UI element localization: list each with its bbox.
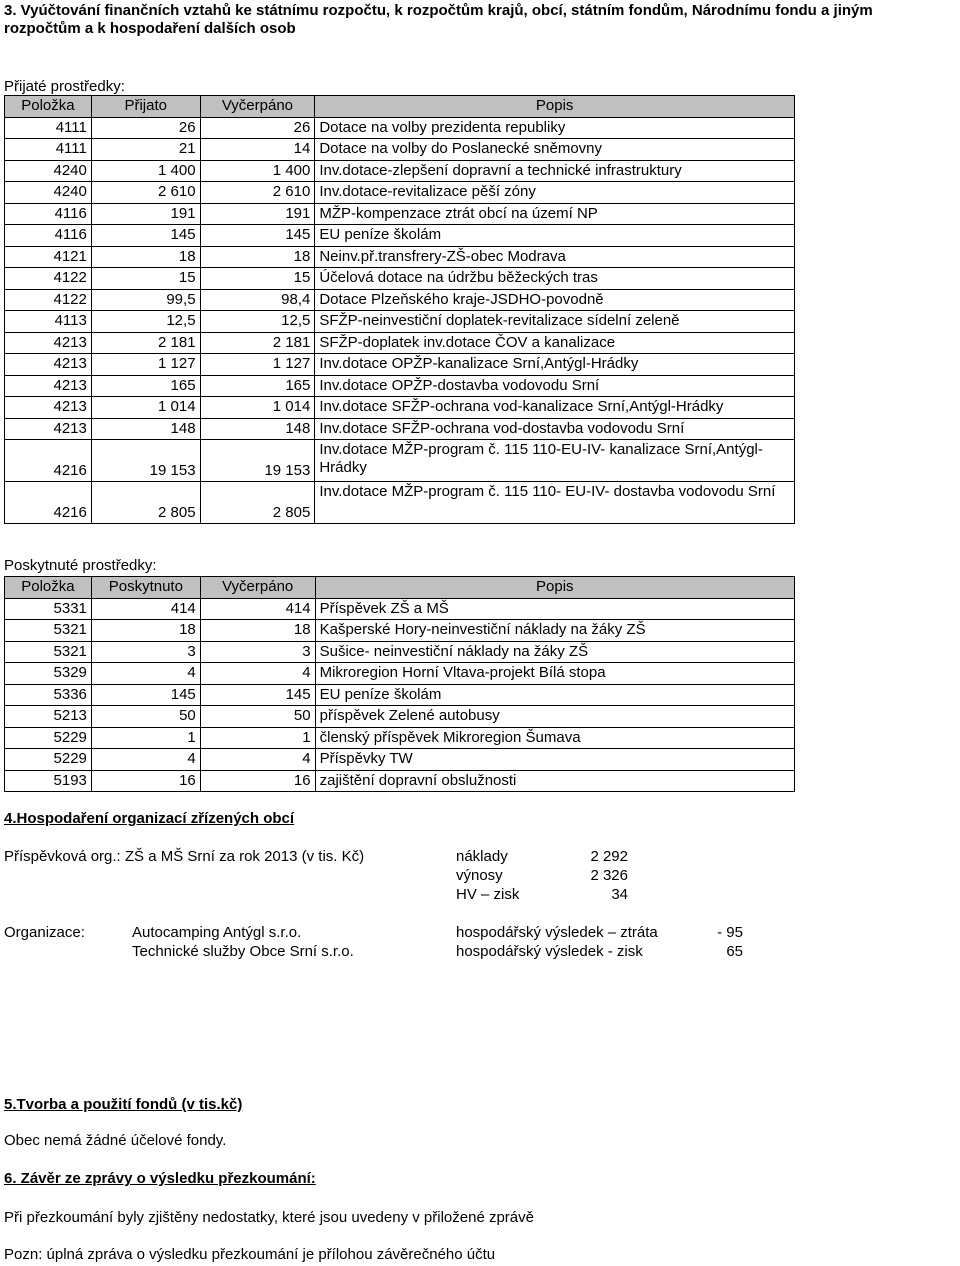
cell-amount: 18 <box>91 246 200 268</box>
cell-spent: 12,5 <box>200 311 315 333</box>
cell-description: Příspěvek ZŠ a MŠ <box>315 598 794 620</box>
cell-item: 4121 <box>5 246 92 268</box>
table-row <box>5 749 795 771</box>
provided-funds-table <box>4 576 795 792</box>
table-row <box>5 332 795 354</box>
cell-description: Příspěvky TW <box>315 749 794 771</box>
cell-item: 4122 <box>5 289 92 311</box>
table-row <box>5 225 795 247</box>
cell-amount: 165 <box>91 375 200 397</box>
hv-value: 34 <box>611 886 628 903</box>
cell-spent: 98,4 <box>200 289 315 311</box>
cell-description: příspěvek Zelené autobusy <box>315 706 794 728</box>
table-row <box>5 397 795 419</box>
section3-heading-line1: 3. Vyúčtování finančních vztahů ke státnímu rozpočtu, k rozpočtům krajů, obcí, státním fondům, Národnímu fondu a jiným <box>4 2 873 19</box>
cell-spent: 18 <box>200 246 315 268</box>
cell-description: členský příspěvek Mikroregion Šumava <box>315 727 794 749</box>
cell-spent: 2 805 <box>200 482 315 524</box>
section3-heading-line2: rozpočtům a k hospodaření dalších osob <box>4 20 296 37</box>
received-funds-table <box>4 95 795 524</box>
cell-description: Inv.dotace SFŽP-ochrana vod-kanalizace Srní,Antýgl-Hrádky <box>315 397 795 419</box>
cell-spent: 15 <box>200 268 315 290</box>
cell-item: 5213 <box>5 706 92 728</box>
contribution-org-label: Příspěvková org.: ZŠ a MŠ Srní za rok 2013 (v tis. Kč) <box>4 848 365 865</box>
org2-name: Technické služby Obce Srní s.r.o. <box>132 943 354 960</box>
cell-description: Účelová dotace na údržbu běžeckých tras <box>315 268 795 290</box>
table-row <box>5 182 795 204</box>
table-row <box>5 375 795 397</box>
cell-description: Inv.dotace SFŽP-ochrana vod-dostavba vodovodu Srní <box>315 418 795 440</box>
org1-result-label: hospodářský výsledek – ztráta <box>456 924 658 941</box>
table-row <box>5 706 795 728</box>
org2-result-value: 65 <box>726 943 743 960</box>
cell-spent: 4 <box>200 663 315 685</box>
cell-spent: 26 <box>200 117 315 139</box>
cell-amount: 15 <box>91 268 200 290</box>
cell-item: 4116 <box>5 225 92 247</box>
column-header-provided: Poskytnuto <box>91 577 200 599</box>
cell-item: 4111 <box>5 139 92 161</box>
cell-amount: 4 <box>91 749 200 771</box>
cell-description: Inv.dotace OPŽP-kanalizace Srní,Antýgl-Hrádky <box>315 354 795 376</box>
column-header-description: Popis <box>315 577 794 599</box>
cell-spent: 1 014 <box>200 397 315 419</box>
cell-amount: 16 <box>91 770 200 792</box>
cell-description: Sušice- neinvestiční náklady na žáky ZŠ <box>315 641 794 663</box>
organizations-label: Organizace: <box>4 924 85 941</box>
table-row <box>5 117 795 139</box>
revenue-label: výnosy <box>456 867 503 884</box>
table-row <box>5 641 795 663</box>
cell-description: SFŽP-neinvestiční doplatek-revitalizace sídelní zeleně <box>315 311 795 333</box>
cell-amount: 26 <box>91 117 200 139</box>
cell-amount: 4 <box>91 663 200 685</box>
cell-item: 4216 <box>5 440 92 482</box>
cell-description: Mikroregion Horní Vltava-projekt Bílá stopa <box>315 663 794 685</box>
cell-item: 5229 <box>5 749 92 771</box>
section5-heading: 5.Tvorba a použití fondů (v tis.kč) <box>4 1096 243 1113</box>
cell-spent: 2 610 <box>200 182 315 204</box>
cell-amount: 2 805 <box>91 482 200 524</box>
cell-item: 4122 <box>5 268 92 290</box>
cell-spent: 4 <box>200 749 315 771</box>
cell-spent: 1 400 <box>200 160 315 182</box>
section6-text1: Při přezkoumání byly zjištěny nedostatky, které jsou uvedeny v přiložené zprávě <box>4 1209 534 1226</box>
table-row <box>5 354 795 376</box>
cell-description: Neinv.př.transfrery-ZŠ-obec Modrava <box>315 246 795 268</box>
cell-item: 5329 <box>5 663 92 685</box>
cell-spent: 1 <box>200 727 315 749</box>
org1-name: Autocamping Antýgl s.r.o. <box>132 924 302 941</box>
cell-spent: 1 127 <box>200 354 315 376</box>
cell-item: 4113 <box>5 311 92 333</box>
cell-amount: 21 <box>91 139 200 161</box>
cell-amount: 12,5 <box>91 311 200 333</box>
cell-item: 5321 <box>5 641 92 663</box>
cell-description: Kašperské Hory-neinvestiční náklady na žáky ZŠ <box>315 620 794 642</box>
cell-spent: 19 153 <box>200 440 315 482</box>
column-header-item: Položka <box>5 577 92 599</box>
cell-description: Dotace na volby do Poslanecké sněmovny <box>315 139 795 161</box>
costs-value: 2 292 <box>590 848 628 865</box>
cell-description: MŽP-kompenzace ztrát obcí na území NP <box>315 203 795 225</box>
column-header-spent: Vyčerpáno <box>200 96 315 118</box>
table-row <box>5 246 795 268</box>
cell-item: 4213 <box>5 418 92 440</box>
cell-amount: 1 <box>91 727 200 749</box>
costs-label: náklady <box>456 848 508 865</box>
cell-amount: 3 <box>91 641 200 663</box>
cell-description: zajištění dopravní obslužnosti <box>315 770 794 792</box>
revenue-value: 2 326 <box>590 867 628 884</box>
cell-description: EU peníze školám <box>315 684 794 706</box>
column-header-received: Přijato <box>91 96 200 118</box>
table-row <box>5 727 795 749</box>
org1-result-value: - 95 <box>717 924 743 941</box>
cell-amount: 2 181 <box>91 332 200 354</box>
table-row <box>5 311 795 333</box>
table-row <box>5 684 795 706</box>
cell-spent: 2 181 <box>200 332 315 354</box>
cell-amount: 1 127 <box>91 354 200 376</box>
cell-item: 4240 <box>5 182 92 204</box>
cell-spent: 191 <box>200 203 315 225</box>
table-row <box>5 770 795 792</box>
cell-spent: 16 <box>200 770 315 792</box>
org2-result-label: hospodářský výsledek - zisk <box>456 943 643 960</box>
column-header-item: Položka <box>5 96 92 118</box>
cell-item: 4116 <box>5 203 92 225</box>
cell-description: EU peníze školám <box>315 225 795 247</box>
cell-item: 5321 <box>5 620 92 642</box>
cell-amount: 148 <box>91 418 200 440</box>
provided-funds-label: Poskytnuté prostředky: <box>4 557 157 574</box>
cell-amount: 191 <box>91 203 200 225</box>
table-header-row <box>5 96 795 118</box>
cell-amount: 19 153 <box>91 440 200 482</box>
cell-amount: 18 <box>91 620 200 642</box>
section4-heading: 4.Hospodaření organizací zřízených obcí <box>4 810 295 827</box>
cell-spent: 14 <box>200 139 315 161</box>
cell-item: 4111 <box>5 117 92 139</box>
cell-description: Dotace Plzeňského kraje-JSDHO-povodně <box>315 289 795 311</box>
column-header-spent: Vyčerpáno <box>200 577 315 599</box>
cell-spent: 145 <box>200 684 315 706</box>
cell-spent: 414 <box>200 598 315 620</box>
table-row <box>5 598 795 620</box>
cell-amount: 145 <box>91 684 200 706</box>
cell-item: 4213 <box>5 375 92 397</box>
section5-text: Obec nemá žádné účelové fondy. <box>4 1132 227 1149</box>
table-row <box>5 482 795 524</box>
table-row <box>5 663 795 685</box>
cell-item: 5336 <box>5 684 92 706</box>
cell-spent: 165 <box>200 375 315 397</box>
table-row <box>5 203 795 225</box>
cell-item: 4240 <box>5 160 92 182</box>
cell-item: 5193 <box>5 770 92 792</box>
cell-spent: 50 <box>200 706 315 728</box>
table-row <box>5 620 795 642</box>
cell-item: 5331 <box>5 598 92 620</box>
cell-amount: 145 <box>91 225 200 247</box>
cell-description: Dotace na volby prezidenta republiky <box>315 117 795 139</box>
cell-item: 4213 <box>5 332 92 354</box>
section6-text2: Pozn: úplná zpráva o výsledku přezkoumání je přílohou závěrečného účtu <box>4 1246 496 1263</box>
cell-amount: 1 400 <box>91 160 200 182</box>
cell-description: Inv.dotace MŽP-program č. 115 110-EU-IV- kanalizace Srní,Antýgl-Hrádky <box>315 440 795 482</box>
table-header-row <box>5 577 795 599</box>
cell-item: 4216 <box>5 482 92 524</box>
table-row <box>5 440 795 482</box>
cell-amount: 50 <box>91 706 200 728</box>
cell-amount: 99,5 <box>91 289 200 311</box>
table-row <box>5 139 795 161</box>
hv-label: HV – zisk <box>456 886 520 903</box>
cell-description: Inv.dotace-zlepšení dopravní a technické infrastruktury <box>315 160 795 182</box>
cell-item: 5229 <box>5 727 92 749</box>
cell-spent: 18 <box>200 620 315 642</box>
cell-spent: 148 <box>200 418 315 440</box>
table-row <box>5 160 795 182</box>
cell-spent: 3 <box>200 641 315 663</box>
received-funds-label: Přijaté prostředky: <box>4 78 125 95</box>
cell-item: 4213 <box>5 397 92 419</box>
table-row <box>5 289 795 311</box>
column-header-description: Popis <box>315 96 795 118</box>
table-row <box>5 418 795 440</box>
cell-description: Inv.dotace-revitalizace pěší zóny <box>315 182 795 204</box>
cell-description: SFŽP-doplatek inv.dotace ČOV a kanalizace <box>315 332 795 354</box>
table-row <box>5 268 795 290</box>
cell-description: Inv.dotace OPŽP-dostavba vodovodu Srní <box>315 375 795 397</box>
cell-amount: 1 014 <box>91 397 200 419</box>
cell-amount: 2 610 <box>91 182 200 204</box>
cell-amount: 414 <box>91 598 200 620</box>
cell-description: Inv.dotace MŽP-program č. 115 110- EU-IV- dostavba vodovodu Srní <box>315 482 795 524</box>
cell-item: 4213 <box>5 354 92 376</box>
cell-spent: 145 <box>200 225 315 247</box>
section6-heading: 6. Závěr ze zprávy o výsledku přezkoumání: <box>4 1170 316 1187</box>
